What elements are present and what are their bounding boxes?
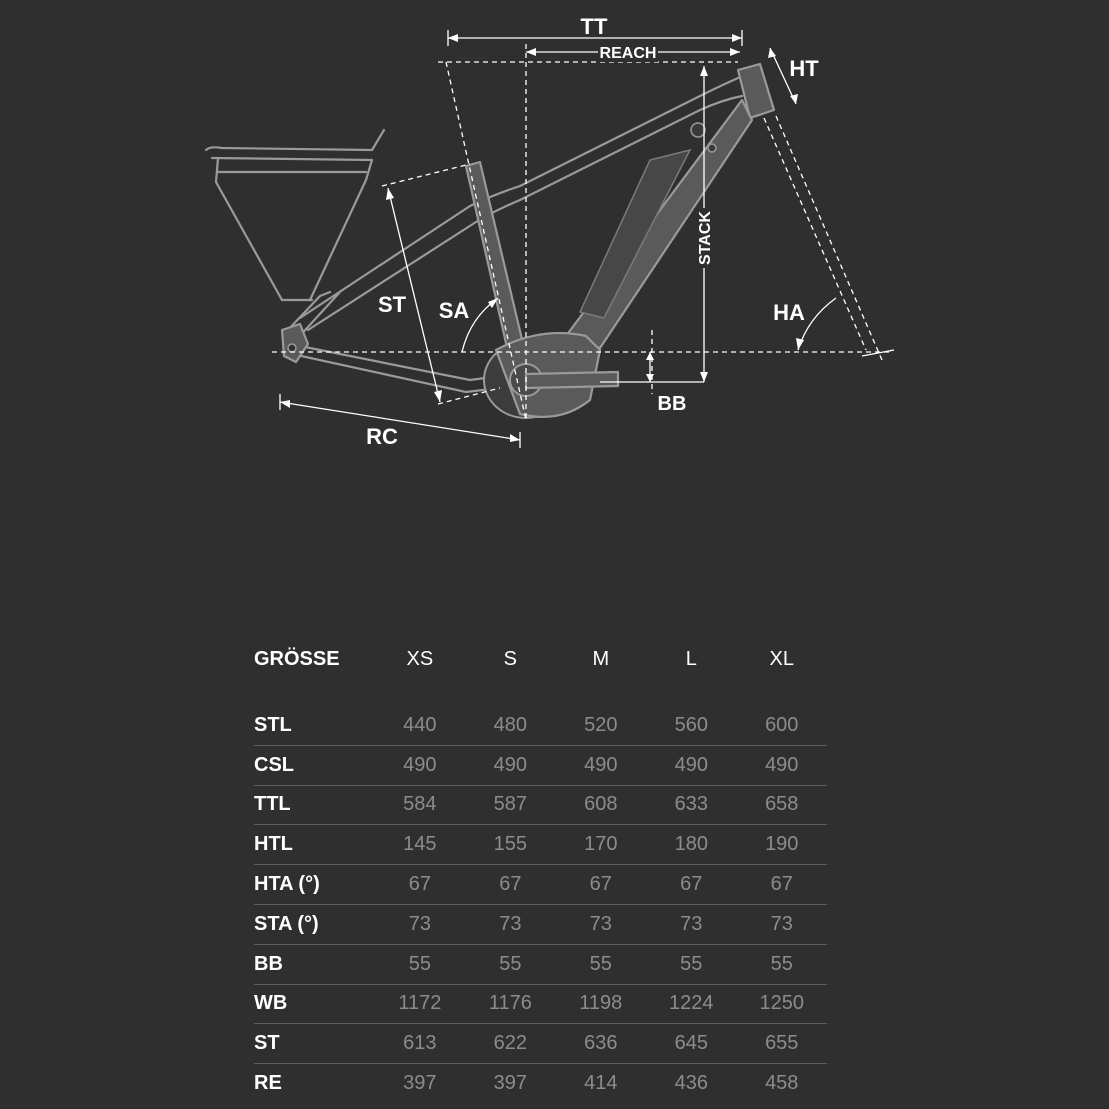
- table-cell: 613: [403, 1032, 437, 1055]
- label-tt: TT: [580, 14, 608, 39]
- table-cell: 73: [770, 912, 793, 935]
- table-cell: 1224: [669, 992, 714, 1015]
- table-row: [254, 1064, 827, 1103]
- table-cell: 67: [589, 873, 612, 896]
- table-cell: 55: [680, 952, 703, 975]
- table-row: [254, 825, 827, 865]
- label-bb: BB: [657, 393, 687, 415]
- row-label: STA (°): [254, 912, 319, 935]
- table-cell: 436: [674, 1072, 708, 1095]
- table-cell: 73: [499, 912, 522, 935]
- table-cell: 560: [674, 713, 708, 736]
- rear-rack: [206, 130, 384, 300]
- row-label: RE: [254, 1072, 282, 1095]
- label-ha: HA: [773, 300, 805, 325]
- label-sa: SA: [438, 298, 470, 323]
- table-cell: 490: [765, 753, 799, 776]
- table-cell: 1250: [759, 992, 804, 1015]
- table-header-row: [254, 648, 827, 692]
- row-label: STL: [254, 713, 292, 736]
- table-cell: 490: [493, 753, 528, 776]
- table-cell: 55: [408, 952, 431, 975]
- row-label: TTL: [254, 793, 291, 816]
- table-cell: 658: [765, 793, 799, 816]
- table-cell: 67: [680, 873, 703, 896]
- table-cell: 600: [765, 713, 799, 736]
- table-row: [254, 984, 827, 1024]
- table-cell: 414: [584, 1072, 618, 1095]
- row-label: BB: [254, 952, 283, 975]
- table-cell: 397: [493, 1072, 528, 1095]
- label-reach: REACH: [599, 45, 657, 62]
- table-row: [254, 745, 827, 785]
- row-label: WB: [254, 992, 288, 1015]
- table-cell: 1176: [488, 992, 532, 1015]
- table-cell: 67: [499, 873, 522, 896]
- size-col-xl: XL: [769, 648, 794, 670]
- bike-geometry-diagram: [0, 0, 1109, 480]
- table-cell: 440: [403, 713, 437, 736]
- table-cell: 490: [403, 753, 437, 776]
- label-ht: HT: [789, 56, 819, 81]
- table-row: [254, 1024, 827, 1064]
- size-col-m: M: [592, 648, 610, 670]
- size-col-xs: XS: [406, 648, 434, 670]
- table-row: [254, 865, 827, 905]
- table-cell: 55: [770, 952, 793, 975]
- table-row: [254, 785, 827, 825]
- size-header-label: GRÖSSE: [254, 648, 340, 670]
- table-cell: 73: [589, 912, 612, 935]
- row-label: HTA (°): [254, 873, 320, 896]
- table-cell: 608: [584, 793, 618, 816]
- table-cell: 633: [674, 793, 708, 816]
- table-cell: 155: [493, 833, 528, 856]
- table-cell: 1172: [398, 992, 442, 1015]
- table-cell: 73: [408, 912, 431, 935]
- table-cell: 67: [770, 873, 793, 896]
- size-col-s: S: [503, 648, 517, 670]
- label-rc: RC: [366, 424, 398, 449]
- table-cell: 73: [680, 912, 703, 935]
- table-cell: 645: [674, 1032, 708, 1055]
- table-cell: 170: [584, 833, 618, 856]
- table-cell: 587: [493, 793, 528, 816]
- table-row: [254, 692, 827, 745]
- table-cell: 520: [584, 713, 618, 736]
- table-row: [254, 944, 827, 984]
- table-cell: 1198: [579, 992, 623, 1015]
- row-label: HTL: [254, 833, 293, 856]
- table-cell: 584: [403, 793, 437, 816]
- row-label: ST: [254, 1032, 280, 1055]
- table-cell: 190: [765, 833, 799, 856]
- geometry-table: [254, 648, 827, 1103]
- table-cell: 397: [403, 1072, 437, 1095]
- label-stack: STACK: [697, 211, 714, 265]
- table-cell: 55: [499, 952, 522, 975]
- table-cell: 145: [403, 833, 437, 856]
- table-cell: 180: [674, 833, 708, 856]
- table-cell: 490: [584, 753, 618, 776]
- table-cell: 655: [765, 1032, 799, 1055]
- label-st: ST: [377, 292, 407, 317]
- table-row: [254, 904, 827, 944]
- size-col-l: L: [685, 648, 697, 670]
- table-cell: 490: [674, 753, 708, 776]
- table-cell: 622: [493, 1032, 528, 1055]
- table-cell: 458: [765, 1072, 799, 1095]
- table-cell: 636: [584, 1032, 618, 1055]
- row-label: CSL: [254, 753, 294, 776]
- table-cell: 55: [589, 952, 612, 975]
- table-cell: 67: [408, 873, 431, 896]
- table-cell: 480: [493, 713, 528, 736]
